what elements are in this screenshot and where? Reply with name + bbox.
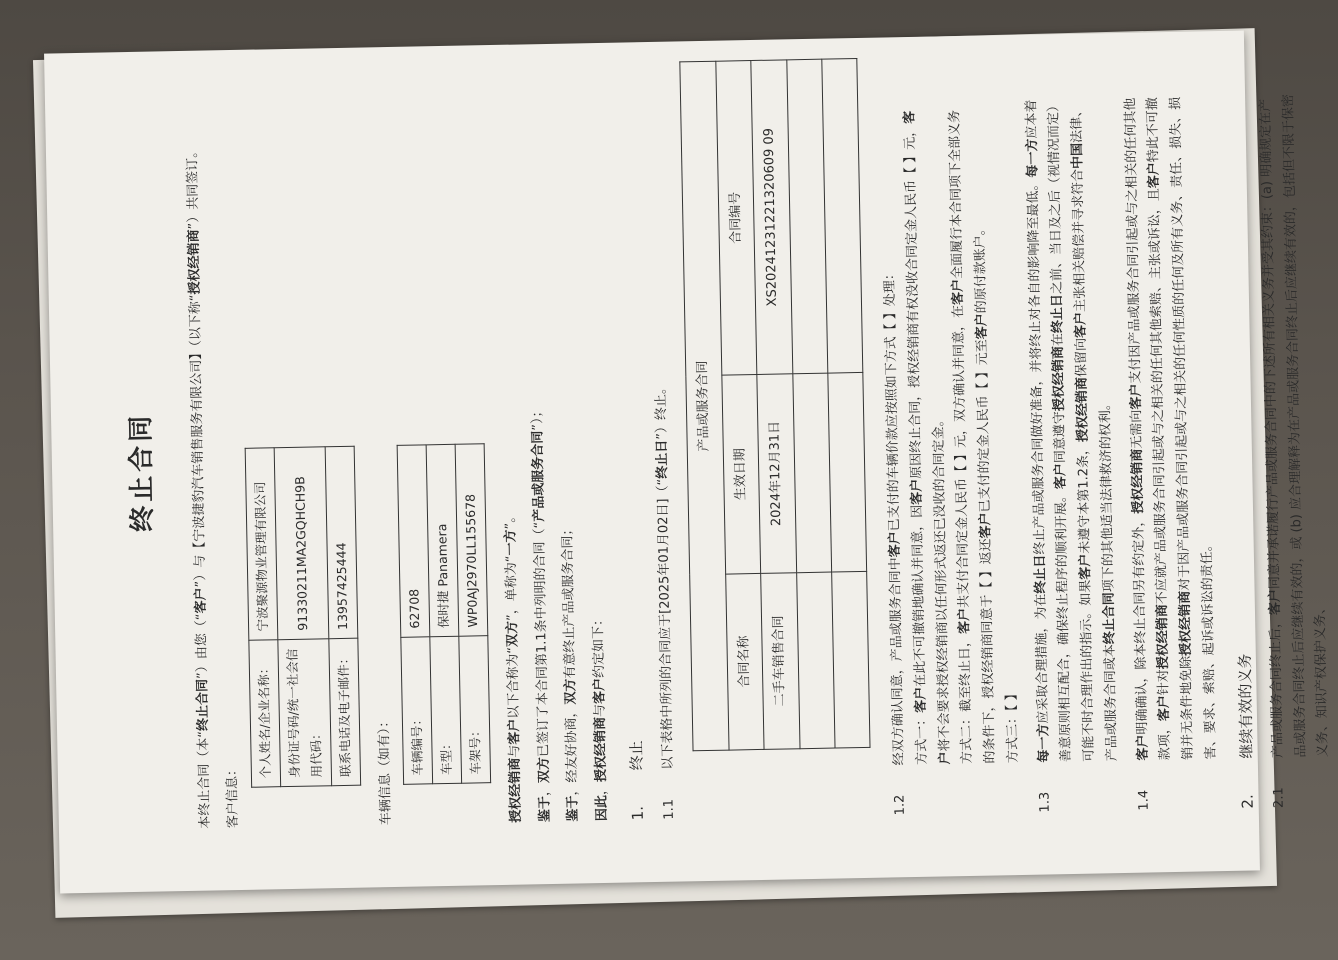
text-run: 不应就产品或服务合同引起或与之相关的任何其他索赔、主张或诉讼，且 <box>1147 188 1171 605</box>
text-run: 有意终止产品或服务合同； <box>560 522 579 679</box>
column-header: 合同名称 <box>725 573 764 750</box>
section-title: 终止 <box>627 740 646 771</box>
bold-term: 鉴于 <box>565 795 582 822</box>
bold-term: 客户 <box>1053 462 1069 490</box>
bold-term: 客户 <box>1073 311 1089 339</box>
vehicle-label: 车型： <box>430 636 462 784</box>
table-row <box>274 447 331 787</box>
text-run: 产品或服务合同终止后， <box>1267 614 1286 759</box>
text-run: ， <box>536 782 553 797</box>
document-title: 终止合同 <box>125 411 159 533</box>
text-run: ”。 <box>502 509 519 530</box>
bold-term: 客户 <box>1128 383 1144 410</box>
clause-1-1 <box>645 104 681 820</box>
section-number: 1. <box>628 805 647 821</box>
empty-cell <box>832 571 870 748</box>
bold-term: 因此 <box>594 794 611 822</box>
bold-term: 客户 <box>1134 734 1151 761</box>
text-run: 法律、产品或服务合同或本 <box>1069 103 1120 762</box>
customer-value: 91330211MA2GQHCH9B <box>274 447 328 640</box>
bold-term: 客户 <box>1077 553 1094 580</box>
text-run: 全面履行本合同项下全部义务的条件下，授权经销商同意于【 】返还 <box>947 109 998 764</box>
bold-term: 客户 <box>913 686 929 714</box>
text-run: 原因终止合同，授权经销商有权没收合同定金人民币【 】元， <box>902 123 925 480</box>
empty-cell <box>787 59 828 374</box>
text-run: ”，单称为“ <box>503 555 520 622</box>
vehicle-label: 车辆编号： <box>401 637 433 785</box>
bold-term: 客户 <box>192 587 209 614</box>
text-run: 已支付的车辆价款应按照如下方式【 】处理： <box>882 267 903 532</box>
text-run: 同意遵守 <box>1052 410 1069 464</box>
bold-term: 客户 <box>909 478 925 506</box>
text-run: 明确确认，除本终止合同另有约定外， <box>1130 513 1150 735</box>
clause-text <box>1021 95 1125 763</box>
clause-text <box>1255 91 1336 758</box>
text-run: 已签订了本合同第1.1条中列明的合同（“ <box>531 521 552 758</box>
text-run: 针对 <box>1156 669 1172 696</box>
vehicle-heading: 车辆信息（如有）： <box>376 714 394 826</box>
text-run: 以下表格中所列的合同应于[2025年01月02日]（“ <box>655 478 677 770</box>
bold-term: 授权经销商 <box>1129 448 1146 514</box>
text-run: 应采取合理措施，为在 <box>1033 593 1051 724</box>
bold-term: 双方 <box>536 756 552 784</box>
bold-term: 授权经销商 <box>1177 590 1194 656</box>
text-run: 之前、当日及之后（视情况而定）可能不时合理作出的指示。如果 <box>1046 98 1097 762</box>
clause-number: 1.1 <box>661 798 677 820</box>
customer-value: 13957425444 <box>325 446 358 639</box>
vehicle-value: 保时捷 Panamera <box>426 444 459 637</box>
bold-term: 客户 <box>974 313 990 340</box>
text-run: 对于因产品或服务合同引起或与之相关的任何性质的任何及所有义务、责任、损失、损害、要求、索赔、起诉或诉讼的责任。 <box>1168 96 1219 760</box>
empty-cell <box>797 572 835 749</box>
clause-text <box>645 104 681 770</box>
text-run: 约定如下： <box>591 612 608 679</box>
text-run: 以下合称为“ <box>505 646 522 719</box>
empty-cell <box>822 58 863 373</box>
bold-term: 授权经销商 <box>1155 604 1172 670</box>
vehicle-label: 车架号： <box>459 636 491 784</box>
bold-term: 客户 <box>902 110 953 765</box>
text-run: 在此不可撤销地确认并同意，因 <box>909 504 929 687</box>
paper-sheet <box>44 31 1332 894</box>
contract-number-cell: XS20241231221320609 09 <box>751 60 793 375</box>
text-run: 应本着善意原则相互配合，确保终止程序的顺利开展。 <box>1023 99 1075 763</box>
bold-term: 鉴于 <box>537 795 553 823</box>
customer-label: 个人姓名/企业名称： <box>249 640 281 788</box>
text-run: 支付因产品或服务合同引起或与之相关的任何其他款项， <box>1122 97 1174 761</box>
bold-term: 每一方 <box>1035 723 1052 763</box>
text-run: 经双方确认同意，产品或服务合同中 <box>888 557 907 766</box>
customer-label: 身份证号码/统一社会信用代码： <box>278 639 332 787</box>
product-table-header: 产品或服务合同 <box>680 61 729 751</box>
section-number: 2. <box>1238 794 1257 809</box>
clause-1-2 <box>876 97 1026 815</box>
contract-name-cell: 二手车销售合同 <box>761 572 800 749</box>
text-run: 方式二： <box>959 711 976 765</box>
section-title: 继续有效的义务 <box>1235 653 1256 759</box>
text-run: ， <box>594 781 610 796</box>
vehicle-value: 62708 <box>397 445 430 638</box>
clause-text <box>876 97 1025 765</box>
bold-term: 授权经销商 <box>1051 345 1068 412</box>
bold-term: 每一方 <box>1024 138 1041 178</box>
text-run: 本终止合同（本“ <box>195 730 213 829</box>
vehicle-table <box>397 443 491 785</box>
bold-term: 授权经销商 <box>507 757 524 823</box>
bold-term: 客户 <box>957 607 973 635</box>
text-run: 已支付的定金人民币【 】元至 <box>974 339 994 513</box>
bold-term: 客户 <box>978 512 994 539</box>
customer-value: 宁波聚源物业管理有限公司 <box>245 448 278 641</box>
bold-term: 终止合同 <box>1101 592 1118 645</box>
section-1-heading <box>611 104 651 820</box>
bold-term: 终止日 <box>654 439 671 479</box>
bold-term: 终止日 <box>1050 293 1066 334</box>
bold-term: 双方 <box>563 678 580 705</box>
clause-2-1 <box>1255 91 1337 808</box>
text-run: 无需向 <box>1128 409 1145 449</box>
text-run: 主张相关赔偿并寻求符合 <box>1070 168 1089 313</box>
text-run: 共支付合同定金人民币【 】元，双方确认并同意，在 <box>951 304 973 609</box>
bold-term: 客户 <box>1267 588 1283 616</box>
empty-cell <box>793 373 832 572</box>
bold-term: 中国 <box>1070 142 1086 170</box>
text-run: ”）； <box>529 404 546 431</box>
clause-1-3 <box>1021 95 1126 813</box>
customer-table <box>245 446 361 788</box>
document-page <box>52 23 1332 902</box>
text-run: ”）共同签订。 <box>184 144 201 230</box>
text-run: ”）由您（“ <box>193 613 210 680</box>
customer-heading: 客户信息： <box>224 762 242 829</box>
product-table <box>679 58 870 751</box>
clause-number: 1.4 <box>1136 789 1152 811</box>
clause-number: 2.1 <box>1271 787 1287 809</box>
text-run: ”）终止。 <box>653 380 670 440</box>
text-run: 特此不可撤销并无条件地免除 <box>1145 97 1196 760</box>
bold-term: 终止合同 <box>194 678 211 732</box>
bold-term: 授权经销商 <box>185 229 203 295</box>
text-run: 未遵守本第1.2条， <box>1075 441 1093 554</box>
text-run: 与 <box>507 744 523 758</box>
text-run: 同意并承诺履行产品或服务合同中的下述所有相关义务并受其约束：(a) 明确规定在产品或服务合同终止后应继续有效的，或 (b) 应合理解释为在产品或服务合同终止后应继续有效的，包括但不限于保密义务、知识产权保护义务、 <box>1258 93 1332 758</box>
text-run: 方式一： <box>913 712 930 766</box>
column-header: 生效日期 <box>721 374 761 573</box>
bold-term: 授权经销商 <box>1074 376 1091 443</box>
bold-term: 终止日 <box>1032 554 1049 594</box>
table-row <box>325 446 360 785</box>
bold-term: 客户 <box>887 531 903 558</box>
bold-term: 客户 <box>950 278 967 306</box>
text-run: ”）与【宁波捷豹汽车销售服务有限公司】（以下称“ <box>187 294 208 588</box>
text-run: 截至终止日， <box>957 633 975 713</box>
text-run: 与 <box>592 703 609 718</box>
text-run: 终止产品或服务合同做好准备，并将终止对各自的影响降至最低。 <box>1025 177 1048 555</box>
text-run: 保留向 <box>1073 337 1090 378</box>
table-row <box>455 444 490 783</box>
text-run: 在 <box>1050 332 1067 347</box>
bold-term: 客户 <box>1156 695 1173 722</box>
clause-1-4 <box>1120 93 1225 811</box>
clause-number: 1.2 <box>892 794 908 816</box>
customer-label: 联系电话及电子邮件： <box>328 638 360 786</box>
bold-term: 产品或服务合同 <box>530 430 547 522</box>
effective-date-cell: 2024年12月31日 <box>757 374 797 573</box>
bold-term: 授权经销商 <box>593 716 610 783</box>
bold-term: 双方 <box>504 620 521 648</box>
text-run: 方式三：【 】 <box>1004 687 1021 764</box>
clause-text <box>1120 93 1224 761</box>
clause-number: 1.3 <box>1037 791 1053 813</box>
bold-term: 一方 <box>503 529 519 556</box>
text-run: ，经友好协商， <box>564 704 581 796</box>
bold-term: 客户 <box>506 718 523 745</box>
text-run: 的原付款账户。 <box>972 222 990 314</box>
text-run: 将不会要求授权经销商以任何形式返还已没收的合同定金。 <box>930 413 953 752</box>
column-header: 合同编号 <box>715 61 757 376</box>
bold-term: 客户 <box>1146 162 1163 189</box>
bold-term: 客户 <box>592 677 608 705</box>
vehicle-value: WP0AJ2970LL155678 <box>455 444 488 637</box>
empty-cell <box>828 372 867 571</box>
text-run: 项下的其他适当法律救济的权利。 <box>1097 397 1117 593</box>
